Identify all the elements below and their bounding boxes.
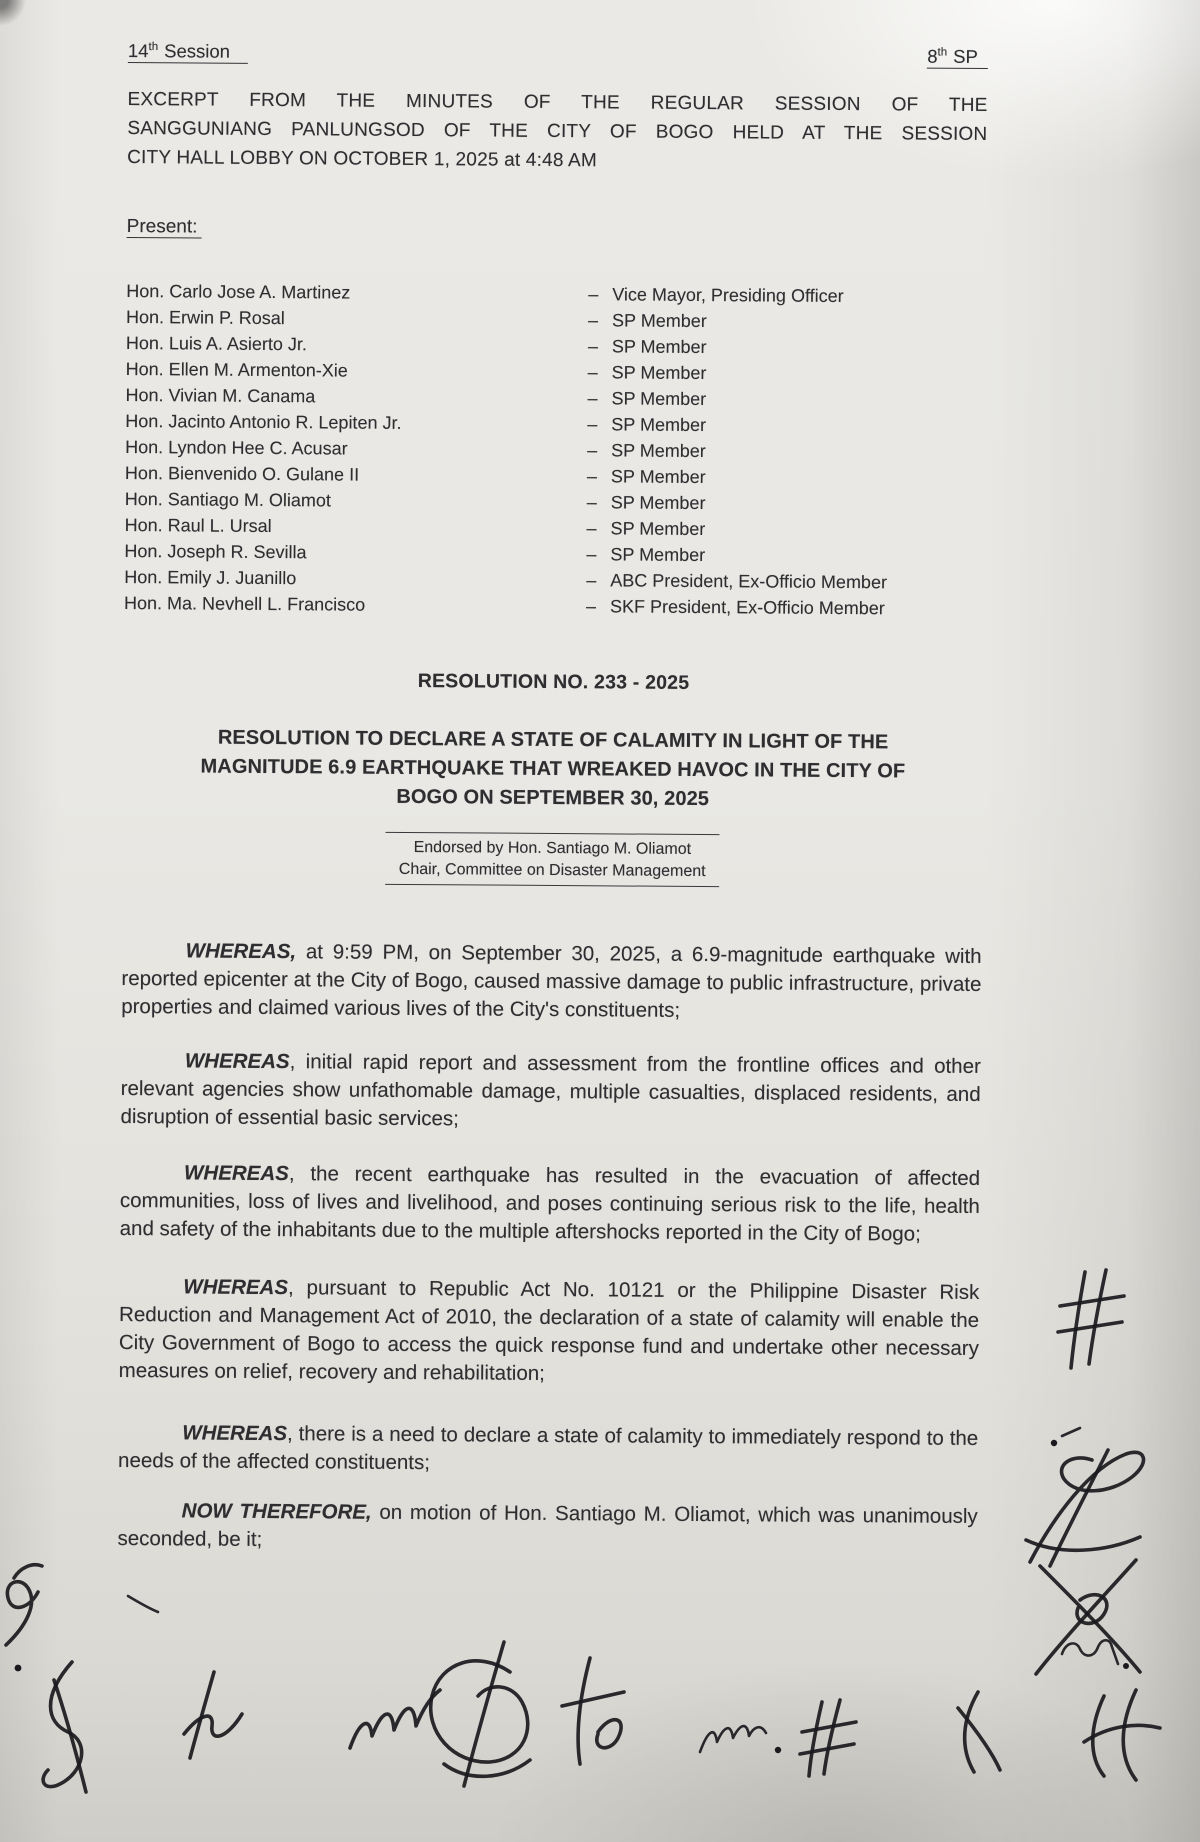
paragraph-text: , initial rapid report and assessment from the frontline offices and other relevant agencies show unfathomable damage, multiple casualties, displaced residents, and disruption of essential basic services; <box>120 1050 981 1131</box>
attendee-role: SP Member <box>611 414 707 436</box>
attendee-name: Hon. Bienvenido O. Gulane II <box>124 462 360 485</box>
attendee-role: SP Member <box>611 440 706 462</box>
dash: – <box>586 544 597 565</box>
attendee-name: Hon. Carlo Jose A. Martinez <box>126 280 351 303</box>
dash: – <box>587 388 598 409</box>
dash: – <box>586 466 598 487</box>
session-label <box>128 40 248 64</box>
attendee-name: Hon. Luis A. Asierto Jr. <box>125 332 308 355</box>
session-word: Session <box>164 40 231 62</box>
excerpt-paragraph <box>127 85 988 178</box>
attendee-role: SP Member <box>611 336 707 358</box>
session-ordinal: th <box>148 40 159 54</box>
doc-header <box>128 40 988 69</box>
excerpt-line: SANGGUNIANG PANLUNGSOD OF THE CITY OF BOGO HELD AT THE SESSION <box>127 117 988 146</box>
now-therefore-lead: NOW THEREFORE, <box>181 1499 372 1524</box>
sp-word: SP <box>953 45 978 67</box>
signature-bottom-4 <box>562 1658 624 1764</box>
signature-right-tick <box>1051 1428 1080 1446</box>
dash: – <box>587 362 598 383</box>
paragraph-text: , pursuant to Republic Act No. 10121 or the Philippine Disaster Risk Reduction and Management Act of 2010, the declaration of a state of calamity will enable the City Government of Bogo to access the quick response fund and undertake other necessary measures on relief, recovery and rehabilitation; <box>118 1276 980 1385</box>
resolution-title-line: RESOLUTION TO DECLARE A STATE OF CALAMITY IN LIGHT OF THE <box>217 726 889 754</box>
attendee-name: Hon. Ellen M. Armenton-Xie <box>125 358 348 381</box>
dash: – <box>586 570 597 591</box>
dash: – <box>586 492 597 513</box>
attendee-role: SP Member <box>610 518 706 540</box>
attendee-role: Vice Mayor, Presiding Officer <box>612 284 844 307</box>
resolution-number: RESOLUTION NO. 233 - 2025 <box>417 670 690 694</box>
sp-number: 8 <box>927 45 938 67</box>
attendee-list <box>124 278 986 622</box>
attendee-role: SP Member <box>611 362 707 384</box>
whereas-paragraph-2 <box>120 1047 981 1137</box>
attendee-row <box>124 590 984 622</box>
paragraph-text: on motion of Hon. Santiago M. Oliamot, which was unanimously seconded, be it; <box>117 1500 978 1551</box>
signature-bottom-6 <box>800 1700 856 1776</box>
ink-mark-unanimously <box>128 1596 158 1612</box>
sp-label <box>927 46 988 69</box>
signature-bottom-5 <box>700 1726 781 1753</box>
paragraph-text: , the recent earthquake has resulted in the evacuation of affected communities, loss of lives and livelihood, and poses continuing serious risk to the life, health and safety of the inhabitants due to the multiple aftershocks reported in the City of Bogo; <box>119 1162 981 1246</box>
attendee-name: Hon. Erwin P. Rosal <box>125 306 285 329</box>
dash: – <box>585 596 597 617</box>
dash: – <box>587 414 598 435</box>
whereas-paragraph-5 <box>118 1419 978 1481</box>
signature-bottom-2 <box>184 1672 242 1758</box>
attendee-name: Hon. Joseph R. Sevilla <box>124 540 307 563</box>
dash: – <box>588 284 599 305</box>
attendee-name: Hon. Jacinto Antonio R. Lepiten Jr. <box>125 410 402 433</box>
whereas-paragraph-4 <box>119 1273 980 1391</box>
signature-bottom-8 <box>1084 1690 1160 1780</box>
signature-bottom-3 <box>350 1642 530 1786</box>
excerpt-line: EXCERPT FROM THE MINUTES OF THE REGULAR SESSION OF THE <box>127 88 988 117</box>
attendee-name: Hon. Santiago M. Oliamot <box>124 488 331 511</box>
attendee-name: Hon. Raul L. Ursal <box>124 514 272 537</box>
whereas-lead: WHEREAS <box>182 1421 288 1446</box>
attendee-name: Hon. Ma. Nevhell L. Francisco <box>123 592 366 615</box>
session-number: 14 <box>127 40 149 62</box>
attendee-role: SP Member <box>611 310 707 332</box>
whereas-lead: WHEREAS, <box>185 939 297 964</box>
endorsement-section <box>122 830 982 889</box>
signature-right-x <box>1036 1560 1140 1674</box>
sp-ordinal: th <box>937 46 948 59</box>
resolution-title <box>123 723 984 816</box>
whereas-lead: WHEREAS <box>184 1049 290 1074</box>
attendee-role: SKF President, Ex-Officio Member <box>609 596 885 619</box>
signature-right-hash <box>1058 1270 1124 1368</box>
whereas-paragraph-1 <box>121 937 982 1027</box>
dash: – <box>586 518 597 539</box>
attendee-name: Hon. Lyndon Hee C. Acusar <box>125 436 348 459</box>
whereas-paragraph-3 <box>120 1159 981 1249</box>
paragraph-text: at 9:59 PM, on September 30, 2025, a 6.9-magnitude earthquake with reported epicenter at the City of Bogo, caused massive damage to public infrastructure, private properties and claimed various lives of the City's constituents; <box>121 940 982 1022</box>
signature-bottom-1 <box>43 1662 86 1792</box>
excerpt-line: CITY HALL LOBBY ON OCTOBER 1, 2025 at 4:48 AM <box>127 146 598 172</box>
dash: – <box>587 440 598 461</box>
whereas-lead: WHEREAS <box>184 1161 289 1186</box>
attendee-name: Hon. Vivian M. Canama <box>125 384 316 407</box>
resolution-title-line: MAGNITUDE 6.9 EARTHQUAKE THAT WREAKED HAVOC IN THE CITY OF <box>200 755 906 783</box>
paragraph-text: , there is a need to declare a state of calamity to immediately respond to the needs of the affected constituents; <box>118 1422 979 1475</box>
dash: – <box>587 336 598 357</box>
dash: – <box>587 310 599 331</box>
endorsed-by-line: Endorsed by Hon. Santiago M. Oliamot <box>413 839 692 858</box>
present-label: Present: <box>127 216 202 239</box>
signature-left-margin <box>6 1565 42 1672</box>
attendee-role: SP Member <box>610 466 706 488</box>
resolution-title-line: BOGO ON SEPTEMBER 30, 2025 <box>396 785 710 811</box>
signature-bottom-7 <box>958 1692 1000 1772</box>
attendee-role: SP Member <box>610 544 706 566</box>
attendee-role: SP Member <box>610 492 706 514</box>
endorsed-chair-line: Chair, Committee on Disaster Management <box>398 860 706 881</box>
present-heading <box>127 216 987 244</box>
signature-right-gw <box>1062 1640 1129 1669</box>
attendee-role: ABC President, Ex-Officio Member <box>610 570 888 593</box>
signature-right-flourish <box>1026 1450 1143 1566</box>
attendee-role: SP Member <box>611 388 707 410</box>
attendee-name: Hon. Emily J. Juanillo <box>124 566 297 589</box>
whereas-lead: WHEREAS <box>183 1275 289 1300</box>
endorsement-note <box>385 832 720 887</box>
document-page <box>117 40 988 1559</box>
now-therefore-paragraph <box>117 1497 977 1559</box>
